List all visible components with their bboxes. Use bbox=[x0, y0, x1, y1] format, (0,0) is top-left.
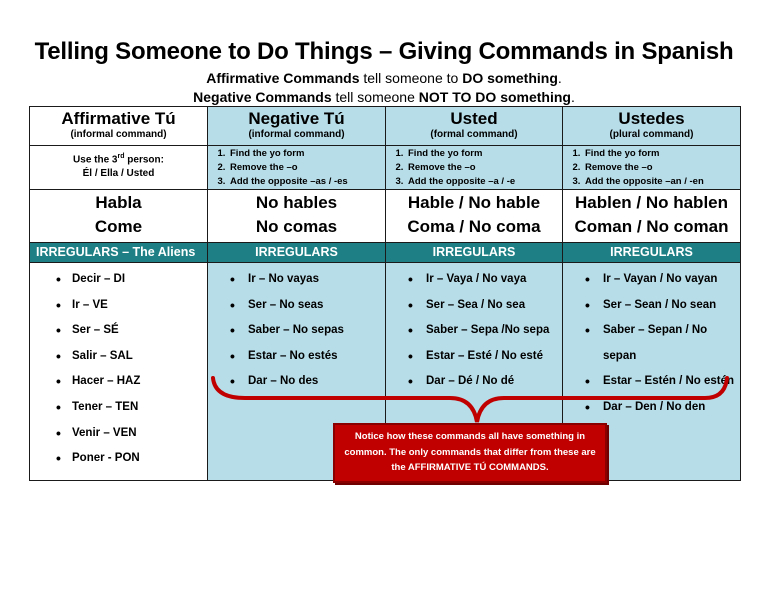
examples-ustedes: Hablen / No hablen Coman / No coman bbox=[563, 190, 741, 243]
list-item: • Ser – Sean / No sean bbox=[563, 293, 740, 319]
list-item: • Hacer – HAZ bbox=[30, 369, 207, 395]
page-title: Telling Someone to Do Things – Giving Commands in Spanish bbox=[34, 38, 734, 65]
list-item: • Ir – No vayas bbox=[208, 267, 385, 293]
list-item: • Ir – VE bbox=[30, 293, 207, 319]
list-item: • Ser – Sea / No sea bbox=[386, 293, 562, 319]
header-negative-tu: Negative Tú (informal command) bbox=[208, 107, 386, 146]
list-item: • Estar – No estés bbox=[208, 344, 385, 370]
header-usted: Usted (formal command) bbox=[386, 107, 563, 146]
list-item: • Salir – SAL bbox=[30, 344, 207, 370]
irregulars-bar-affirmative-tu: IRREGULARS – The Aliens bbox=[30, 243, 208, 263]
examples-negative-tu: No hables No comas bbox=[208, 190, 386, 243]
steps-usted: 1. Find the yo form 2. Remove the –o 3. Add the opposite –a / -e bbox=[386, 146, 563, 190]
list-item: • Saber – Sepa /No sepa bbox=[386, 318, 562, 344]
irregulars-list-affirmative-tu bbox=[30, 263, 208, 481]
list-item: • Ser – No seas bbox=[208, 293, 385, 319]
subtitle-affirmative: Affirmative Commands tell someone to DO something. bbox=[206, 70, 562, 86]
list-item: • Ser – SÉ bbox=[30, 318, 207, 344]
list-item: • Ir – Vayan / No vayan bbox=[563, 267, 740, 293]
list-item: • Dar – No des bbox=[208, 369, 385, 395]
rule-affirmative-tu: Use the 3rd person: Él / Ella / Usted bbox=[30, 146, 208, 190]
list-item: • Estar – Esté / No esté bbox=[386, 344, 562, 370]
list-item: • Tener – TEN bbox=[30, 395, 207, 421]
subtitle-negative: Negative Commands tell someone NOT TO DO something. bbox=[193, 89, 575, 105]
irregulars-bar-usted: IRREGULARS bbox=[386, 243, 563, 263]
examples-usted: Hable / No hable Coma / No coma bbox=[386, 190, 563, 243]
list-item: • Poner - PON bbox=[30, 446, 207, 472]
notice-box: Notice how these commands all have something in common. The only commands that differ from these are the AFFIRMATIVE TÚ COMMANDS. bbox=[333, 423, 607, 483]
list-item: • Ir – Vaya / No vaya bbox=[386, 267, 562, 293]
irregulars-bar-ustedes: IRREGULARS bbox=[563, 243, 741, 263]
examples-affirmative-tu: Habla Come bbox=[30, 190, 208, 243]
header-affirmative-tu: Affirmative Tú (informal command) bbox=[30, 107, 208, 146]
list-item: • Dar – Den / No den bbox=[563, 395, 740, 421]
irregulars-bar-negative-tu: IRREGULARS bbox=[208, 243, 386, 263]
list-item: • Saber – Sepan / No sepan bbox=[563, 318, 740, 369]
steps-ustedes: 1. Find the yo form 2. Remove the –o 3. Add the opposite –an / -en bbox=[563, 146, 741, 190]
list-item: • Estar – Estén / No estén bbox=[563, 369, 740, 395]
list-item: • Venir – VEN bbox=[30, 421, 207, 447]
steps-negative-tu: 1. Find the yo form 2. Remove the –o 3. Add the opposite –as / -es bbox=[208, 146, 386, 190]
list-item: • Dar – Dé / No dé bbox=[386, 369, 562, 395]
list-item: • Decir – DI bbox=[30, 267, 207, 293]
list-item: • Saber – No sepas bbox=[208, 318, 385, 344]
header-ustedes: Ustedes (plural command) bbox=[563, 107, 741, 146]
